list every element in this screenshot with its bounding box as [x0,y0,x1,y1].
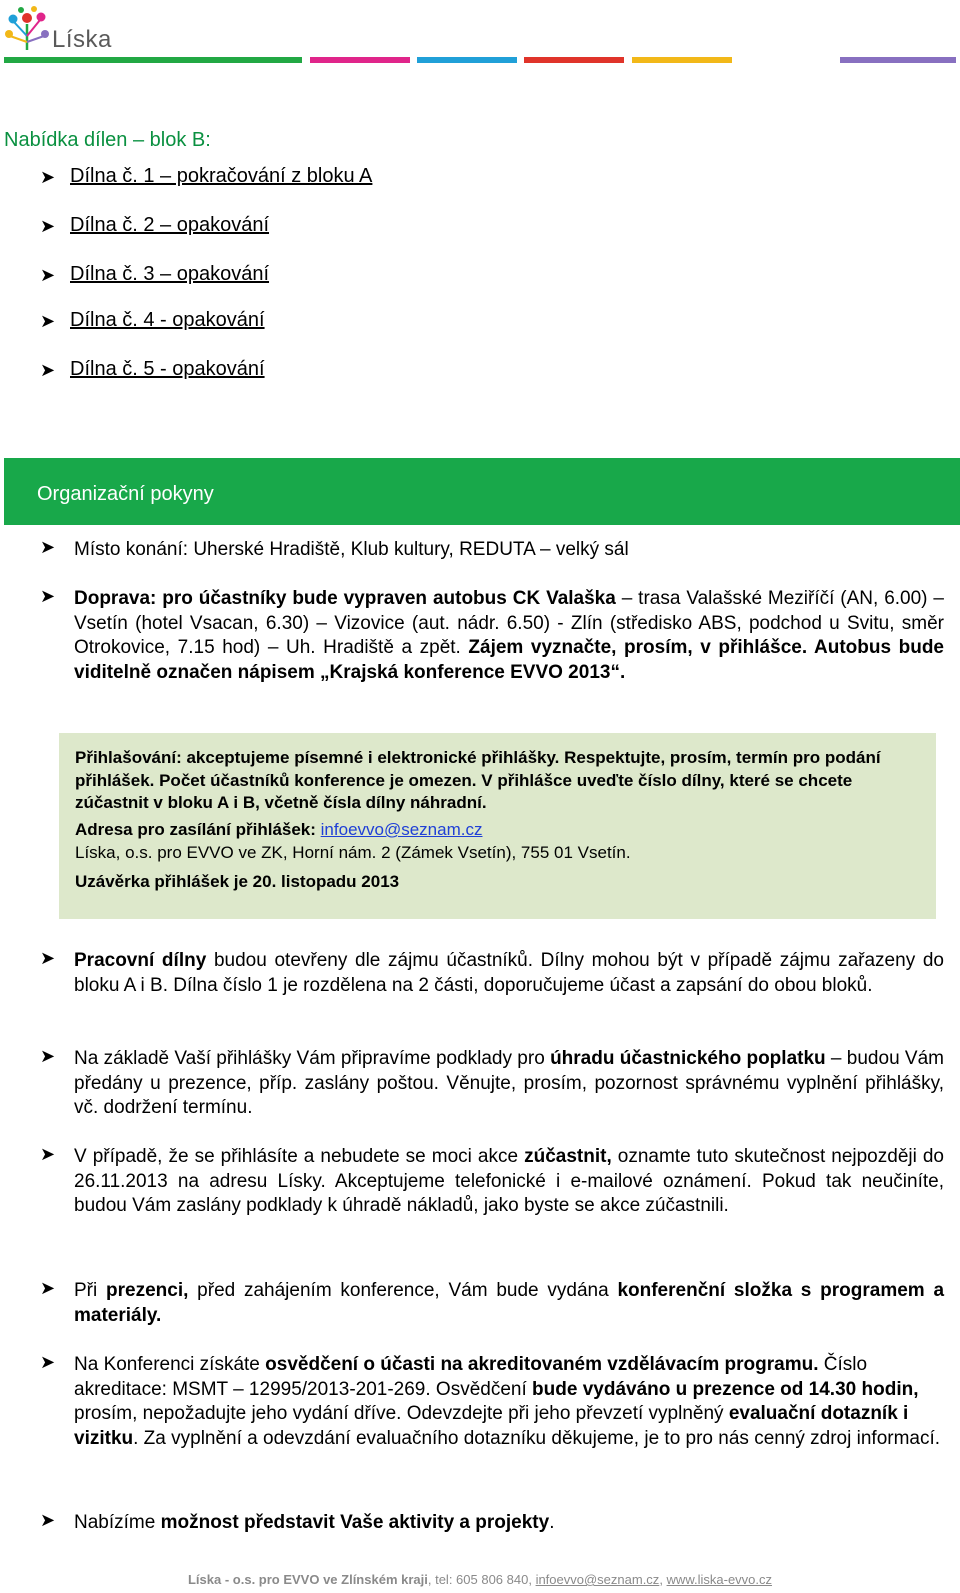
arrow-bullet-icon: ➤ [40,215,56,236]
registration-deadline: Uzávěrka přihlášek je 20. listopadu 2013 [75,872,400,891]
registration-box [59,733,936,919]
registration-email-link[interactable]: infoevvo@seznam.cz [320,820,483,839]
body-text: před zahájením konference, Vám bude vydána [188,1280,618,1301]
liska-logo [4,4,124,54]
arrow-bullet-icon: ➤ [40,1510,56,1530]
workshop-label: Dílna č. 2 – opakování [70,214,270,236]
body-text: budou otevřeny dle zájmu účastníků. Dílny mohou být v případě zájmu zařazeny do bloku A i B. Dílna číslo 1 je rozdělena na 2 části, doporučujeme účast a zapsání do obou bloků. [74,950,944,996]
transport-item [40,587,944,685]
body-text: Na Konferenci získáte [74,1354,266,1375]
body-text: Při [74,1280,107,1301]
body-text: prosím, nepožadujte jeho vydání dříve. Odevzdejte při jeho převzetí vyplněný [74,1403,729,1424]
bar-red [524,57,624,63]
list-item [40,214,269,237]
arrow-bullet-icon: ➤ [40,359,56,380]
transport-interest: Zájem vyznačte, prosím, v přihlášce. [468,637,808,658]
venue-text: Místo konání: Uherské Hradiště, Klub kultury, REDUTA – velký sál [74,539,629,560]
banner-title: Organizační pokyny [37,483,214,505]
organizational-banner [4,458,960,525]
footer-email-link[interactable]: infoevvo@seznam.cz [535,1572,660,1587]
venue-item [40,538,944,563]
body-text: V případě, že se přihlásíte a nebudete se moci akce [74,1146,525,1167]
bold-text: Pracovní dílny [74,950,207,971]
list-item [40,1511,944,1536]
bold-text: úhradu účastnického poplatku [550,1048,826,1069]
list-item [40,1279,944,1328]
bar-blue [417,57,517,63]
list-item [40,1047,944,1121]
bold-text: možnost představit Vaše aktivity a projekty [160,1512,550,1533]
transport-lead: Doprava: pro účastníky bude vypraven autobus CK Valaška [74,588,616,609]
bar-purple [840,57,956,63]
list-item [40,949,944,998]
header-color-bars [4,57,956,63]
arrow-bullet-icon: ➤ [40,1278,56,1298]
list-item [40,165,372,188]
footer-web-link[interactable]: www.liska-evvo.cz [666,1572,773,1587]
list-item [40,263,269,286]
arrow-bullet-icon: ➤ [40,586,56,606]
arrow-bullet-icon: ➤ [40,166,56,187]
workshop-label: Dílna č. 5 - opakování [70,358,265,380]
workshop-label: Dílna č. 3 – opakování [70,263,270,285]
workshop-label: Dílna č. 1 – pokračování z bloku A [70,165,373,187]
arrow-bullet-icon: ➤ [40,948,56,968]
body-text: . [549,1512,555,1533]
page-footer [0,1572,960,1587]
address-label: Adresa pro zasílání přihlášek: [75,820,321,839]
arrow-bullet-icon: ➤ [40,310,56,331]
postal-address: Líska, o.s. pro EVVO ve ZK, Horní nám. 2 (Zámek Vsetín), 755 01 Vsetín. [75,843,631,862]
arrow-bullet-icon: ➤ [40,264,56,285]
bar-yellow [632,57,732,63]
list-item [40,1353,944,1451]
bold-text: konferenční složka s programem a materiály. [74,1280,945,1326]
arrow-bullet-icon: ➤ [40,1144,56,1164]
body-text: Číslo akreditace: MSMT – 12995/2013-201-269. Osvědčení [74,1354,868,1400]
footer-tel: , tel: 605 806 840, [427,1572,536,1587]
body-text: oznamte tuto skutečnost nejpozději do 26.11.2013 na adresu Lísky. Akceptujeme telefonické i e-mailové oznámení. Pokud tak neučiníte, budou Vám zaslány podklady k úhradě nákladů, jako byste se akce zúčastnili. [74,1146,944,1216]
bold-text: zúčastnit, [524,1146,612,1167]
list-item [40,358,265,381]
workshop-label: Dílna č. 4 - opakování [70,309,265,331]
transport-bus-sign: Autobus bude viditelně označen nápisem „Krajská konference EVVO 2013“. [74,637,944,683]
bold-text: evaluační dotazník i vizitku [74,1403,909,1449]
footer-org: Líska - o.s. pro EVVO ve Zlínském kraji [187,1572,428,1587]
list-item [40,1145,944,1219]
body-text: – budou Vám předány u prezence, příp. zaslány poštou. Věnujte, prosím, pozornost správnému vyplnění přihlášky, vč. dodržení termínu. [74,1048,944,1118]
logo-text: Líska [52,26,112,53]
flower-icon [4,6,50,52]
bold-text: prezenci, [106,1280,189,1301]
body-text: Nabízíme [74,1512,161,1533]
bar-pink [310,57,410,63]
bar-green [4,57,302,63]
workshops-title: Nabídka dílen – blok B: [4,129,211,151]
body-text: . Za vyplnění a odevzdání evaluačního dotazníku děkujeme, je to pro nás cenný zdroj informací. [133,1427,941,1449]
bold-text: osvědčení o účasti na akreditovaném vzdělávacím programu. [265,1354,819,1375]
registration-address [75,819,925,842]
body-text: Na základě Vaší přihlášky Vám připravíme podklady pro [74,1048,551,1069]
arrow-bullet-icon: ➤ [40,1046,56,1066]
arrow-bullet-icon: ➤ [40,1352,56,1372]
arrow-bullet-icon: ➤ [40,537,56,557]
transport-route: – trasa Valašské Meziříčí (AN, 6.00) – Vsetín (hotel Vsacan, 6.30) – Vizovice (aut. nádr. 6.50) - Zlín (středisko ABS, podchod u Svitu, směr Otrokovice, 7.15 hod) – Uh. Hradiště a zpět. [74,588,944,658]
registration-info: Přihlašování: akceptujeme písemné i elektronické přihlášky. Respektujte, prosím, termín pro podání přihlášek. Počet účastníků konference je omezen. V přihlášce uveďte číslo dílny, které se chcete zúčastnit v bloku A i B, včetně čísla dílny náhradní. [75,748,881,812]
footer-sep: , [659,1572,667,1587]
bold-text: bude vydáváno u prezence od 14.30 hodin, [532,1378,919,1400]
list-item [40,309,265,332]
transport-text [74,587,944,685]
